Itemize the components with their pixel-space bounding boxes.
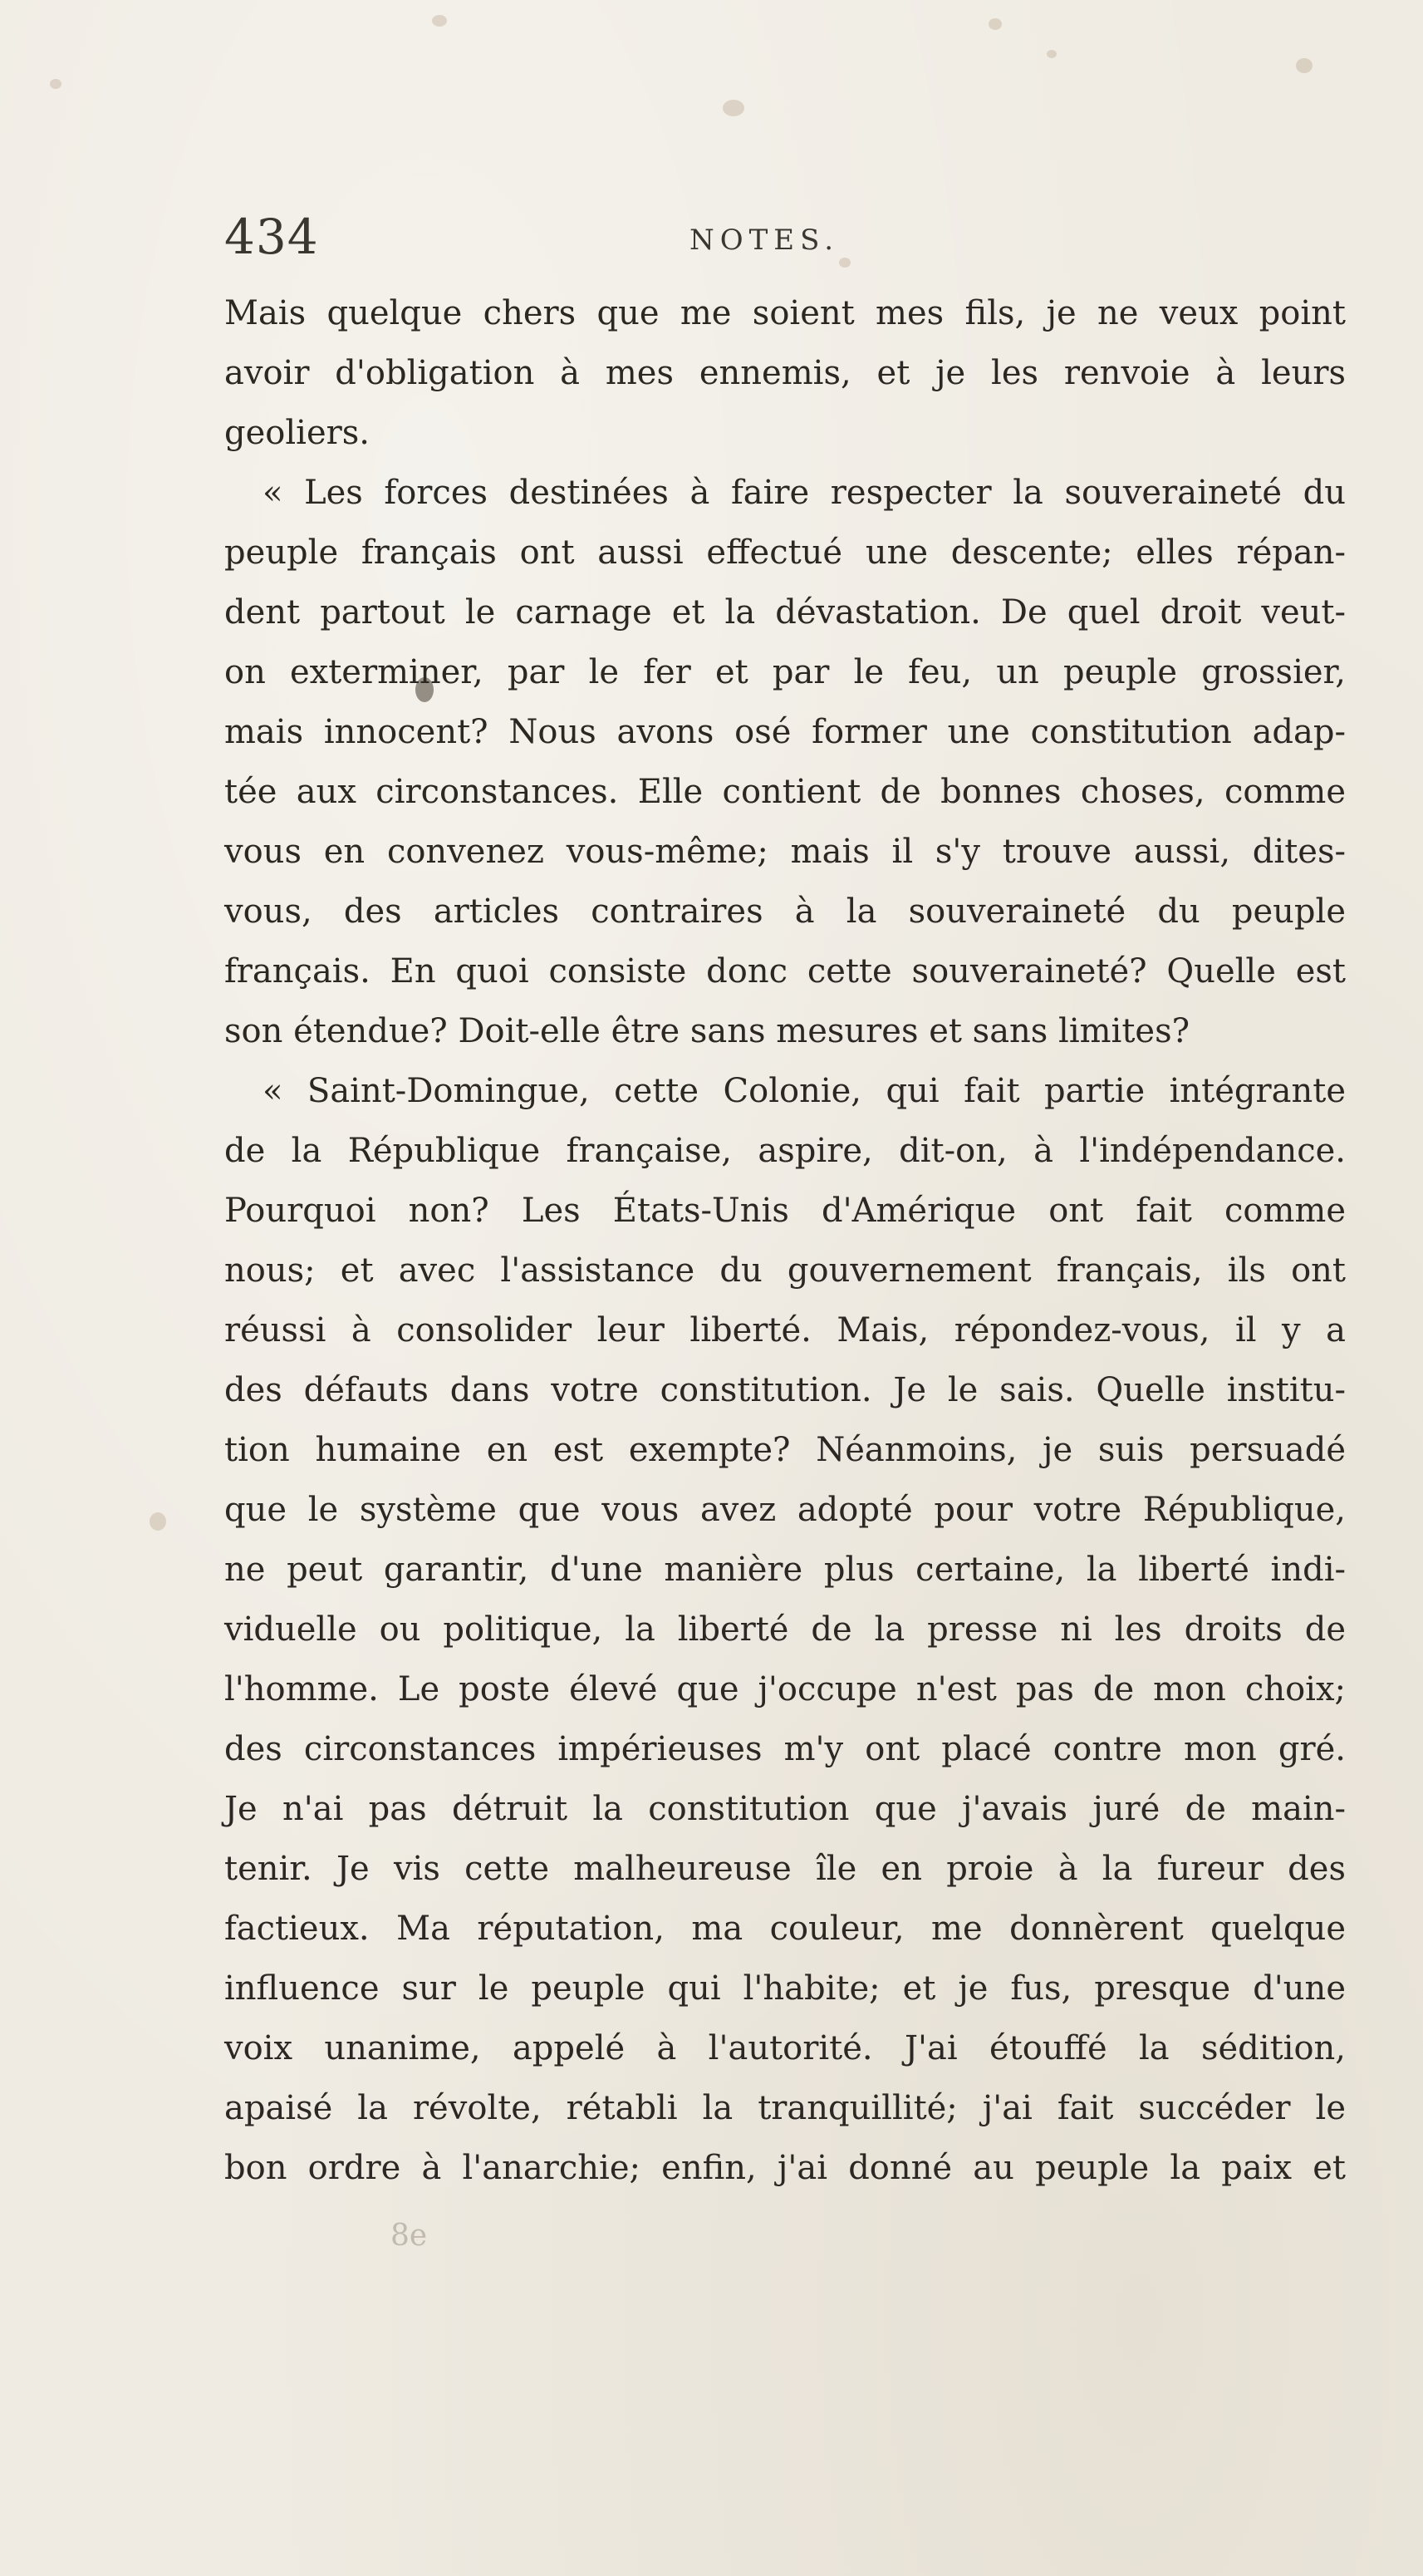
text-line: bon ordre à l'anarchie; enfin, j'ai donné au peuple la paix et bbox=[224, 2149, 1346, 2187]
text-line: « Saint-Domingue, cette Colonie, qui fait partie intégrante bbox=[263, 1072, 1346, 1110]
foxing-spot bbox=[989, 18, 1002, 30]
page-number: 434 bbox=[224, 209, 319, 265]
text-line: nous; et avec l'assistance du gouvernement français, ils ont bbox=[224, 1251, 1346, 1290]
text-line: vous, des articles contraires à la souveraineté du peuple bbox=[224, 892, 1346, 931]
foxing-spot bbox=[723, 100, 744, 116]
text-line: son étendue? Doit-elle être sans mesures et sans limites? bbox=[224, 1012, 1190, 1050]
text-line: viduelle ou politique, la liberté de la presse ni les droits de bbox=[224, 1610, 1346, 1649]
text-line: réussi à consolider leur liberté. Mais, répondez-vous, il y a bbox=[224, 1311, 1346, 1349]
text-line: dent partout le carnage et la dévastation. De quel droit veut- bbox=[224, 593, 1346, 632]
foxing-spot bbox=[1047, 50, 1057, 58]
page-header bbox=[224, 208, 1354, 274]
text-line: apaisé la révolte, rétabli la tranquillité; j'ai fait succéder le bbox=[224, 2089, 1346, 2127]
foxing-spot bbox=[50, 79, 61, 89]
text-line: influence sur le peuple qui l'habite; et je fus, presque d'une bbox=[224, 1969, 1346, 2008]
text-line: tée aux circonstances. Elle contient de bonnes choses, comme bbox=[224, 773, 1346, 811]
text-line: vous en convenez vous-même; mais il s'y trouve aussi, dites- bbox=[224, 833, 1346, 871]
text-line: avoir d'obligation à mes ennemis, et je les renvoie à leurs bbox=[224, 354, 1346, 392]
text-line: de la République française, aspire, dit-on, à l'indépendance. bbox=[224, 1132, 1346, 1170]
faint-page-mark: 8e bbox=[390, 2219, 428, 2253]
text-line: mais innocent? Nous avons osé former une constitution adap- bbox=[224, 713, 1346, 751]
text-line: « Les forces destinées à faire respecter la souveraineté du bbox=[263, 474, 1346, 512]
text-line: français. En quoi consiste donc cette souveraineté? Quelle est bbox=[224, 952, 1346, 991]
running-head: NOTES. bbox=[689, 224, 840, 257]
text-line: geoliers. bbox=[224, 414, 370, 452]
text-line: voix unanime, appelé à l'autorité. J'ai étouffé la sédition, bbox=[224, 2029, 1346, 2067]
text-line: tenir. Je vis cette malheureuse île en proie à la fureur des bbox=[224, 1850, 1346, 1888]
text-line: Je n'ai pas détruit la constitution que j'avais juré de main- bbox=[224, 1790, 1346, 1828]
text-line: peuple français ont aussi effectué une descente; elles répan- bbox=[224, 533, 1346, 572]
text-line: factieux. Ma réputation, ma couleur, me donnèrent quelque bbox=[224, 1910, 1346, 1948]
text-line: des circonstances impérieuses m'y ont placé contre mon gré. bbox=[224, 1730, 1346, 1768]
foxing-spot bbox=[150, 1512, 166, 1531]
text-line: Mais quelque chers que me soient mes fils, je ne veux point bbox=[224, 294, 1346, 332]
foxing-spot bbox=[432, 15, 447, 27]
text-line: que le système que vous avez adopté pour votre République, bbox=[224, 1491, 1346, 1529]
text-line: Pourquoi non? Les États-Unis d'Amérique ont fait comme bbox=[224, 1192, 1346, 1230]
text-line: ne peut garantir, d'une manière plus certaine, la liberté indi- bbox=[224, 1551, 1346, 1589]
text-line: tion humaine en est exempte? Néanmoins, je suis persuadé bbox=[224, 1431, 1346, 1469]
foxing-spot bbox=[1296, 58, 1313, 73]
body-text bbox=[224, 283, 1346, 2198]
text-line: des défauts dans votre constitution. Je le sais. Quelle institu- bbox=[224, 1371, 1346, 1409]
text-line: on exterminer, par le fer et par le feu, un peuple grossier, bbox=[224, 653, 1346, 691]
text-line: l'homme. Le poste élevé que j'occupe n'est pas de mon choix; bbox=[224, 1670, 1346, 1708]
